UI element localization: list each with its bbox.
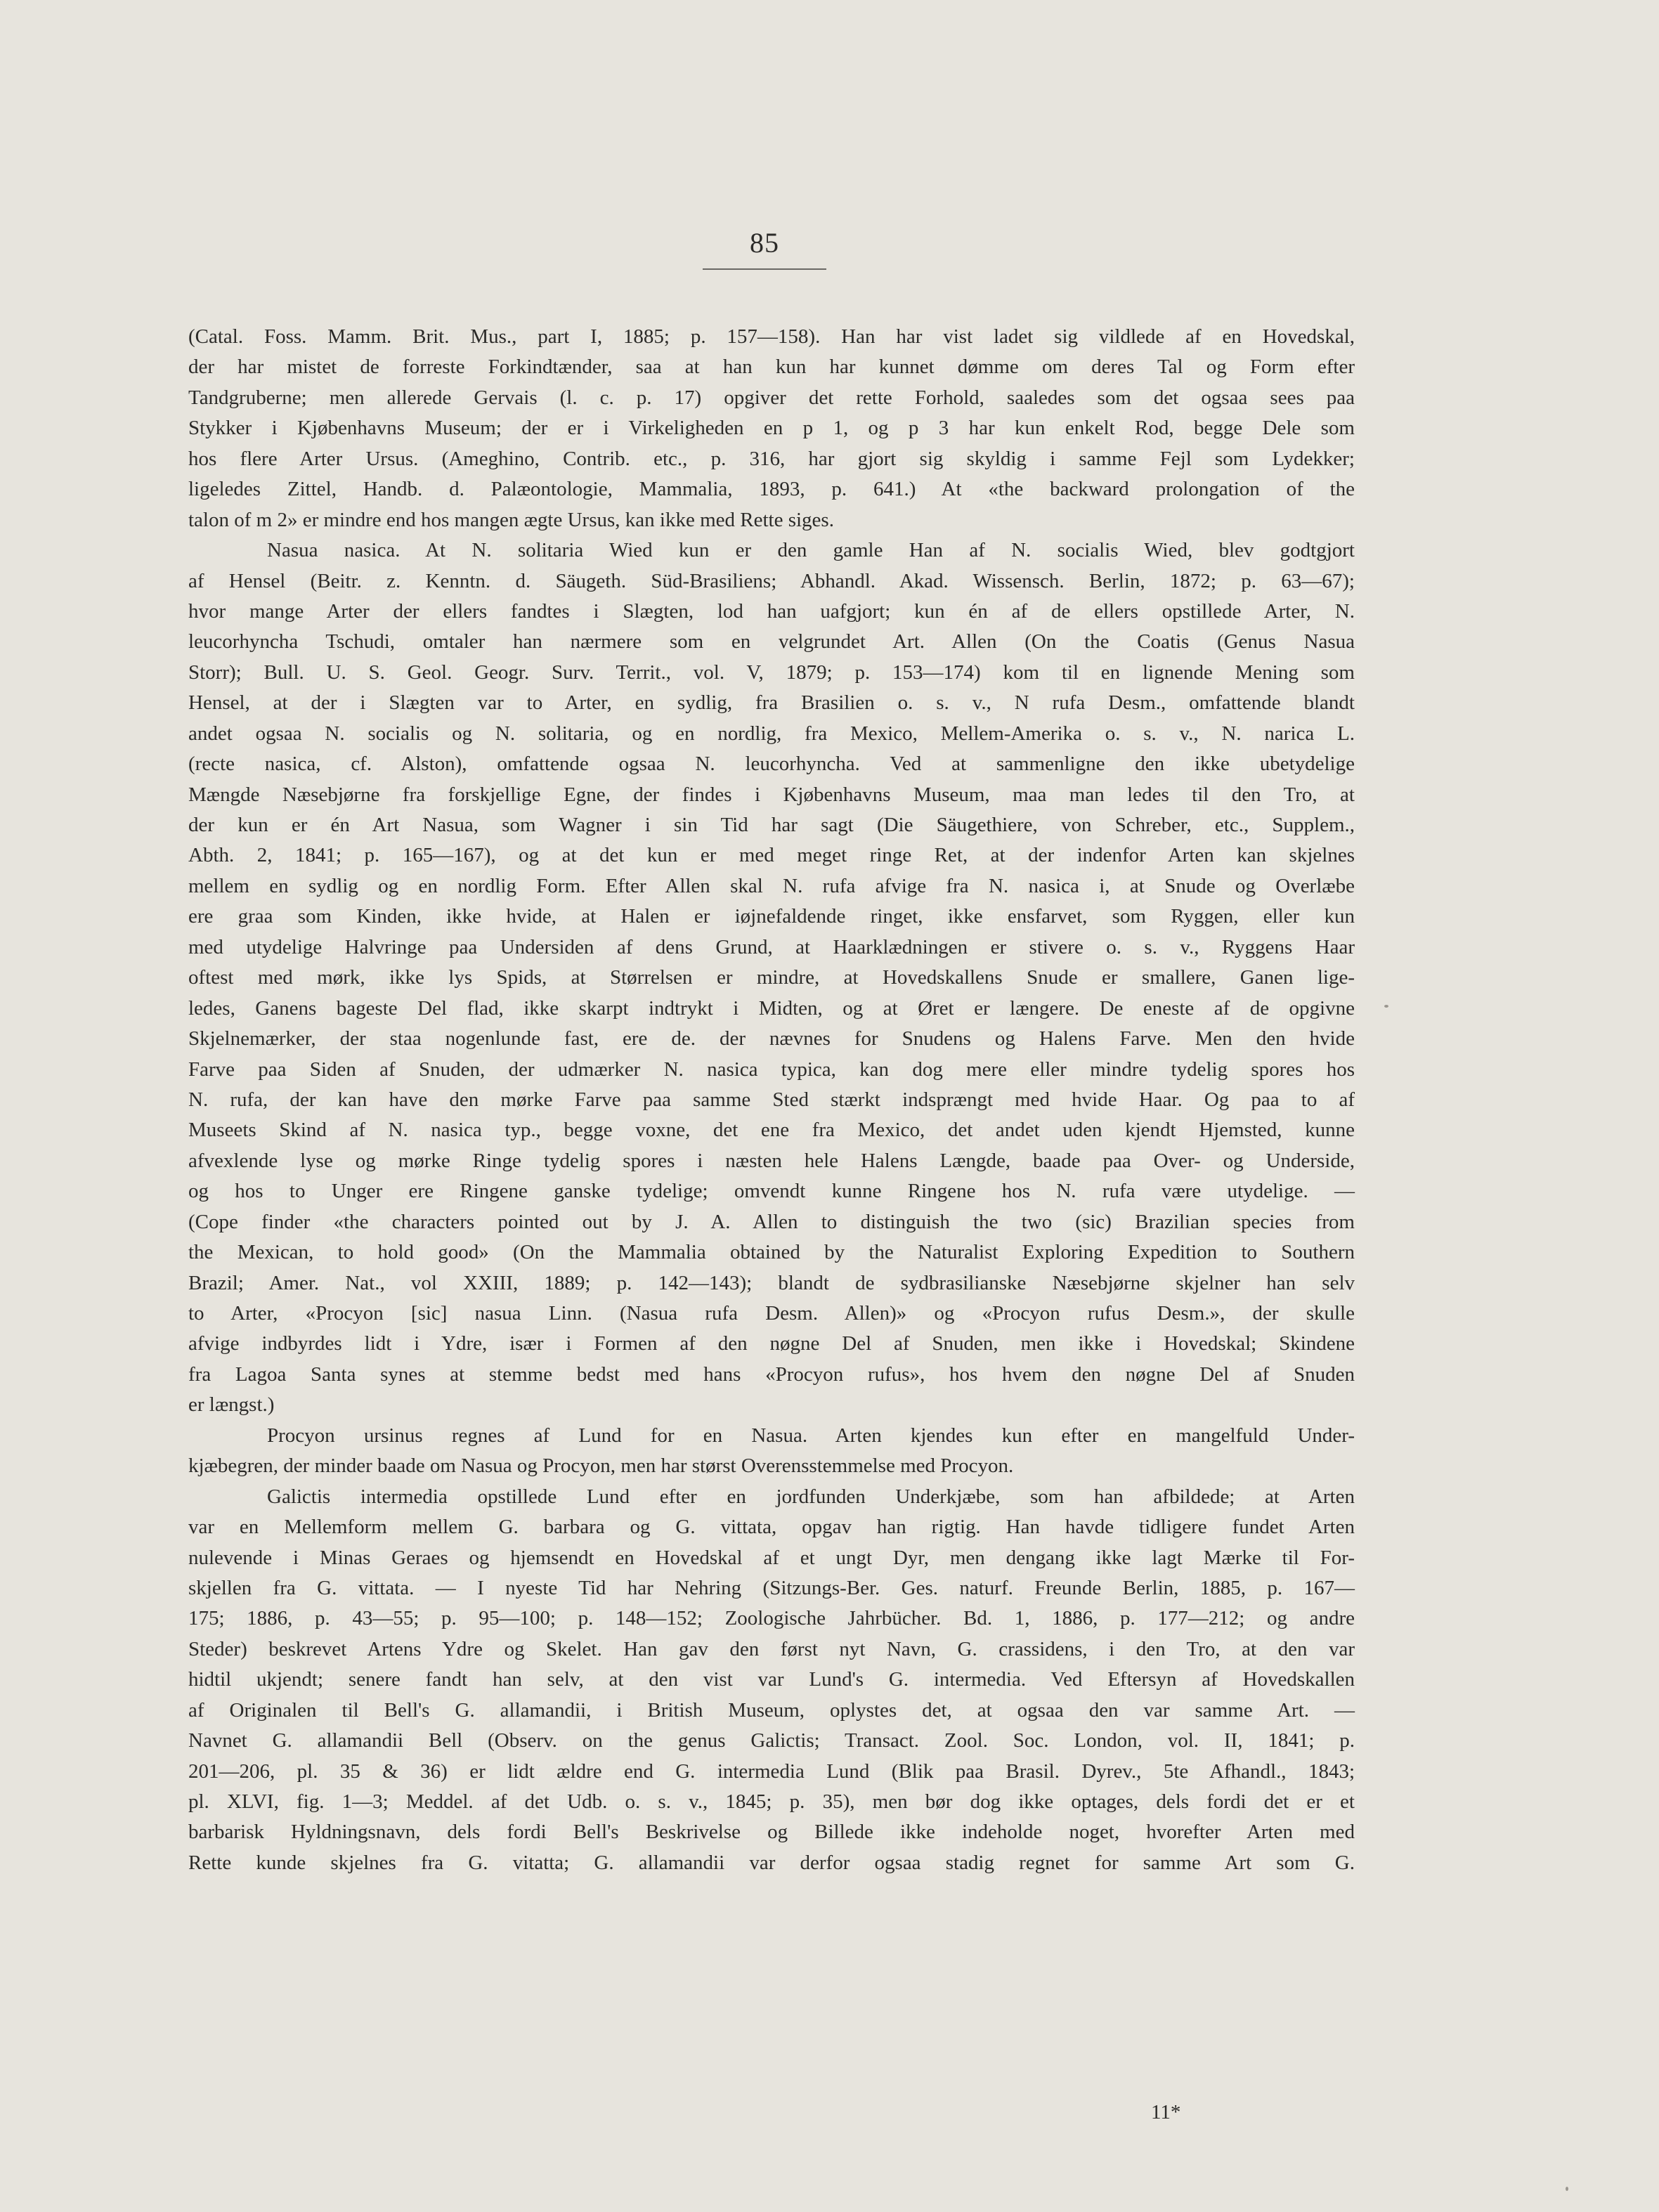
text-line: Stykker i Kjøbenhavns Museum; der er i Virkeligheden en p 1, og p 3 har kun enkelt Rod, begge Dele som <box>188 417 1355 440</box>
text-line: afvige indbyrdes lidt i Ydre, især i Formen af den nøgne Del af Snuden, men ikke i Hovedskal; Skindene <box>188 1332 1355 1355</box>
text-line: Galictis intermedia opstillede Lund efter en jordfunden Underkjæbe, som han afbildede; at Arten <box>267 1485 1355 1508</box>
text-line: ledes, Ganens bageste Del flad, ikke skarpt indtrykt i Midten, og at Øret er længere. De eneste af de opgivne <box>188 996 1355 1020</box>
text-line: leucorhyncha Tschudi, omtaler han nærmere som en velgrundet Art. Allen (On the Coatis (Genus Nasua <box>188 630 1355 653</box>
text-line: the Mexican, to hold good» (On the Mammalia obtained by the Naturalist Exploring Expedition to Southern <box>188 1241 1355 1264</box>
text-line: (Catal. Foss. Mamm. Brit. Mus., part I, 1885; p. 157—158). Han har vist ladet sig vildlede af en Hovedskal, <box>188 325 1355 348</box>
text-line: pl. XLVI, fig. 1—3; Meddel. af det Udb. o. s. v., 1845; p. 35), men bør dog ikke optages, dels fordi det er et <box>188 1790 1355 1813</box>
text-line: Hensel, at der i Slægten var to Arter, en sydlig, fra Brasilien o. s. v., N rufa Desm., omfattende blandt <box>188 691 1355 715</box>
text-line: talon of m 2» er mindre end hos mangen ægte Ursus, kan ikke med Rette siges. <box>188 508 834 531</box>
text-line: ligeledes Zittel, Handb. d. Palæontologie, Mammalia, 1893, p. 641.) At «the backward prolongation of the <box>188 478 1355 501</box>
text-line: oftest med mørk, ikke lys Spids, at Størrelsen er mindre, at Hovedskallens Snude er smallere, Ganen lige- <box>188 966 1355 989</box>
text-line: hos flere Arter Ursus. (Ameghino, Contrib. etc., p. 316, har gjort sig skyldig i samme Fejl som Lydekker; <box>188 447 1355 470</box>
text-line: Brazil; Amer. Nat., vol XXIII, 1889; p. 142—143); blandt de sydbrasilianske Næsebjørne skjelner han selv <box>188 1271 1355 1294</box>
text-line: Farve paa Siden af Snuden, der udmærker N. nasica typica, kan dog mere eller mindre tydelig spores hos <box>188 1058 1355 1081</box>
text-line: Museets Skind af N. nasica typ., begge voxne, det ene fra Mexico, det andet uden kjendt Hjemsted, kunne <box>188 1119 1355 1142</box>
text-line: hvor mange Arter der ellers fandtes i Slægten, lod han uafgjort; kun én af de ellers opstillede Arter, N. <box>188 599 1355 623</box>
text-line: af Originalen til Bell's G. allamandii, i British Museum, oplystes det, at ogsaa den var samme Art. — <box>188 1698 1355 1722</box>
text-line: med utydelige Halvringe paa Undersiden af dens Grund, at Haarklædningen er stivere o. s. v., Ryggens Haar <box>188 935 1355 958</box>
text-line: Procyon ursinus regnes af Lund for en Nasua. Arten kjendes kun efter en mangelfuld Under- <box>267 1424 1355 1447</box>
text-line: kjæbegren, der minder baade om Nasua og Procyon, men har størst Overensstemmelse med Procyon. <box>188 1455 1014 1478</box>
text-line: hidtil ukjendt; senere fandt han selv, at den vist var Lund's G. intermedia. Ved Eftersyn af Hovedskallen <box>188 1668 1355 1691</box>
paper-speck <box>1384 1005 1388 1008</box>
text-line: mellem en sydlig og en nordlig Form. Efter Allen skal N. rufa afvige fra N. nasica i, at Snude og Overlæbe <box>188 874 1355 897</box>
text-line: fra Lagoa Santa synes at stemme bedst med hans «Procyon rufus», hos hvem den nøgne Del af Snuden <box>188 1362 1355 1386</box>
text-line: andet ogsaa N. socialis og N. solitaria, og en nordlig, fra Mexico, Mellem-Amerika o. s. v., N. narica L. <box>188 722 1355 745</box>
text-line: Nasua nasica. At N. solitaria Wied kun er den gamle Han af N. socialis Wied, blev godtgjort <box>267 539 1355 562</box>
text-line: barbarisk Hyldningsnavn, dels fordi Bell's Beskrivelse og Billede ikke indeholde noget, hvorefter Arten med <box>188 1821 1355 1844</box>
text-line: Skjelnemærker, der staa nogenlunde fast, ere de. der nævnes for Snudens og Halens Farve. Men den hvide <box>188 1027 1355 1050</box>
text-line: N. rufa, der kan have den mørke Farve paa samme Sted stærkt indsprængt med hvide Haar. Og paa to af <box>188 1088 1355 1111</box>
text-line: der har mistet de forreste Forkindtænder, saa at han kun har kunnet dømme om deres Tal og Form efter <box>188 356 1355 379</box>
text-line: var en Mellemform mellem G. barbara og G. vittata, opgav han rigtig. Han havde tidligere fundet Arten <box>188 1516 1355 1539</box>
text-line: skjellen fra G. vittata. — I nyeste Tid har Nehring (Sitzungs-Ber. Ges. naturf. Freunde Berlin, 1885, p. 167— <box>188 1576 1355 1599</box>
text-line: (Cope finder «the characters pointed out by J. A. Allen to distinguish the two (sic) Brazilian species from <box>188 1210 1355 1233</box>
text-line: Navnet G. allamandii Bell (Observ. on the genus Galictis; Transact. Zool. Soc. London, vol. II, 1841; p. <box>188 1729 1355 1752</box>
signature-mark: 11* <box>1151 2101 1181 2123</box>
body-text <box>188 322 1355 1878</box>
text-line: nulevende i Minas Geraes og hjemsendt en Hovedskal af et ungt Dyr, men dengang ikke lagt Mærke til For- <box>188 1546 1355 1569</box>
paper-speck <box>1566 2187 1568 2191</box>
text-line: 175; 1886, p. 43—55; p. 95—100; p. 148—152; Zoologische Jahrbücher. Bd. 1, 1886, p. 177—212; og andre <box>188 1607 1355 1630</box>
text-line: afvexlende lyse og mørke Ringe tydelig spores i næsten hele Halens Længde, baade paa Over- og Underside, <box>188 1149 1355 1172</box>
text-line: 201—206, pl. 35 & 36) er lidt ældre end G. intermedia Lund (Blik paa Brasil. Dyrev., 5te Afhandl., 1843; <box>188 1759 1355 1783</box>
page-number-rule <box>703 268 826 270</box>
text-line: Tandgruberne; men allerede Gervais (l. c. p. 17) opgiver det rette Forhold, saaledes som det ogsaa sees paa <box>188 386 1355 409</box>
text-line: og hos to Unger ere Ringene ganske tydelige; omvendt kunne Ringene hos N. rufa være utydelige. — <box>188 1180 1355 1203</box>
text-line: Storr); Bull. U. S. Geol. Geogr. Surv. Territ., vol. V, 1879; p. 153—174) kom til en lignende Mening som <box>188 661 1355 684</box>
text-line: Steder) beskrevet Artens Ydre og Skelet. Han gav den først nyt Navn, G. crassidens, i den Tro, at den var <box>188 1637 1355 1660</box>
text-line: er længst.) <box>188 1393 275 1417</box>
text-line: Abth. 2, 1841; p. 165—167), og at det kun er med meget ringe Ret, at der indenfor Arten kan skjelnes <box>188 844 1355 867</box>
text-line: (recte nasica, cf. Alston), omfattende ogsaa N. leucorhyncha. Ved at sammenligne den ikke ubetydelige <box>188 753 1355 776</box>
text-line: Mængde Næsebjørne fra forskjellige Egne, der findes i Kjøbenhavns Museum, maa man ledes til den Tro, at <box>188 783 1355 806</box>
text-line: ere graa som Kinden, ikke hvide, at Halen er iøjnefaldende ringet, ikke ensfarvet, som Ryggen, eller kun <box>188 905 1355 928</box>
text-line: der kun er én Art Nasua, som Wagner i sin Tid har sagt (Die Säugethiere, von Schreber, etc., Supplem., <box>188 814 1355 836</box>
text-line: Rette kunde skjelnes fra G. vitatta; G. allamandii var derfor ogsaa stadig regnet for samme Art som G. <box>188 1851 1355 1874</box>
page-number: 85 <box>750 227 779 259</box>
text-line: af Hensel (Beitr. z. Kenntn. d. Säugeth. Süd-Brasiliens; Abhandl. Akad. Wissensch. Berlin, 1872; p. 63—67); <box>188 569 1355 592</box>
text-line: to Arter, «Procyon [sic] nasua Linn. (Nasua rufa Desm. Allen)» og «Procyon rufus Desm.», der skulle <box>188 1302 1355 1325</box>
